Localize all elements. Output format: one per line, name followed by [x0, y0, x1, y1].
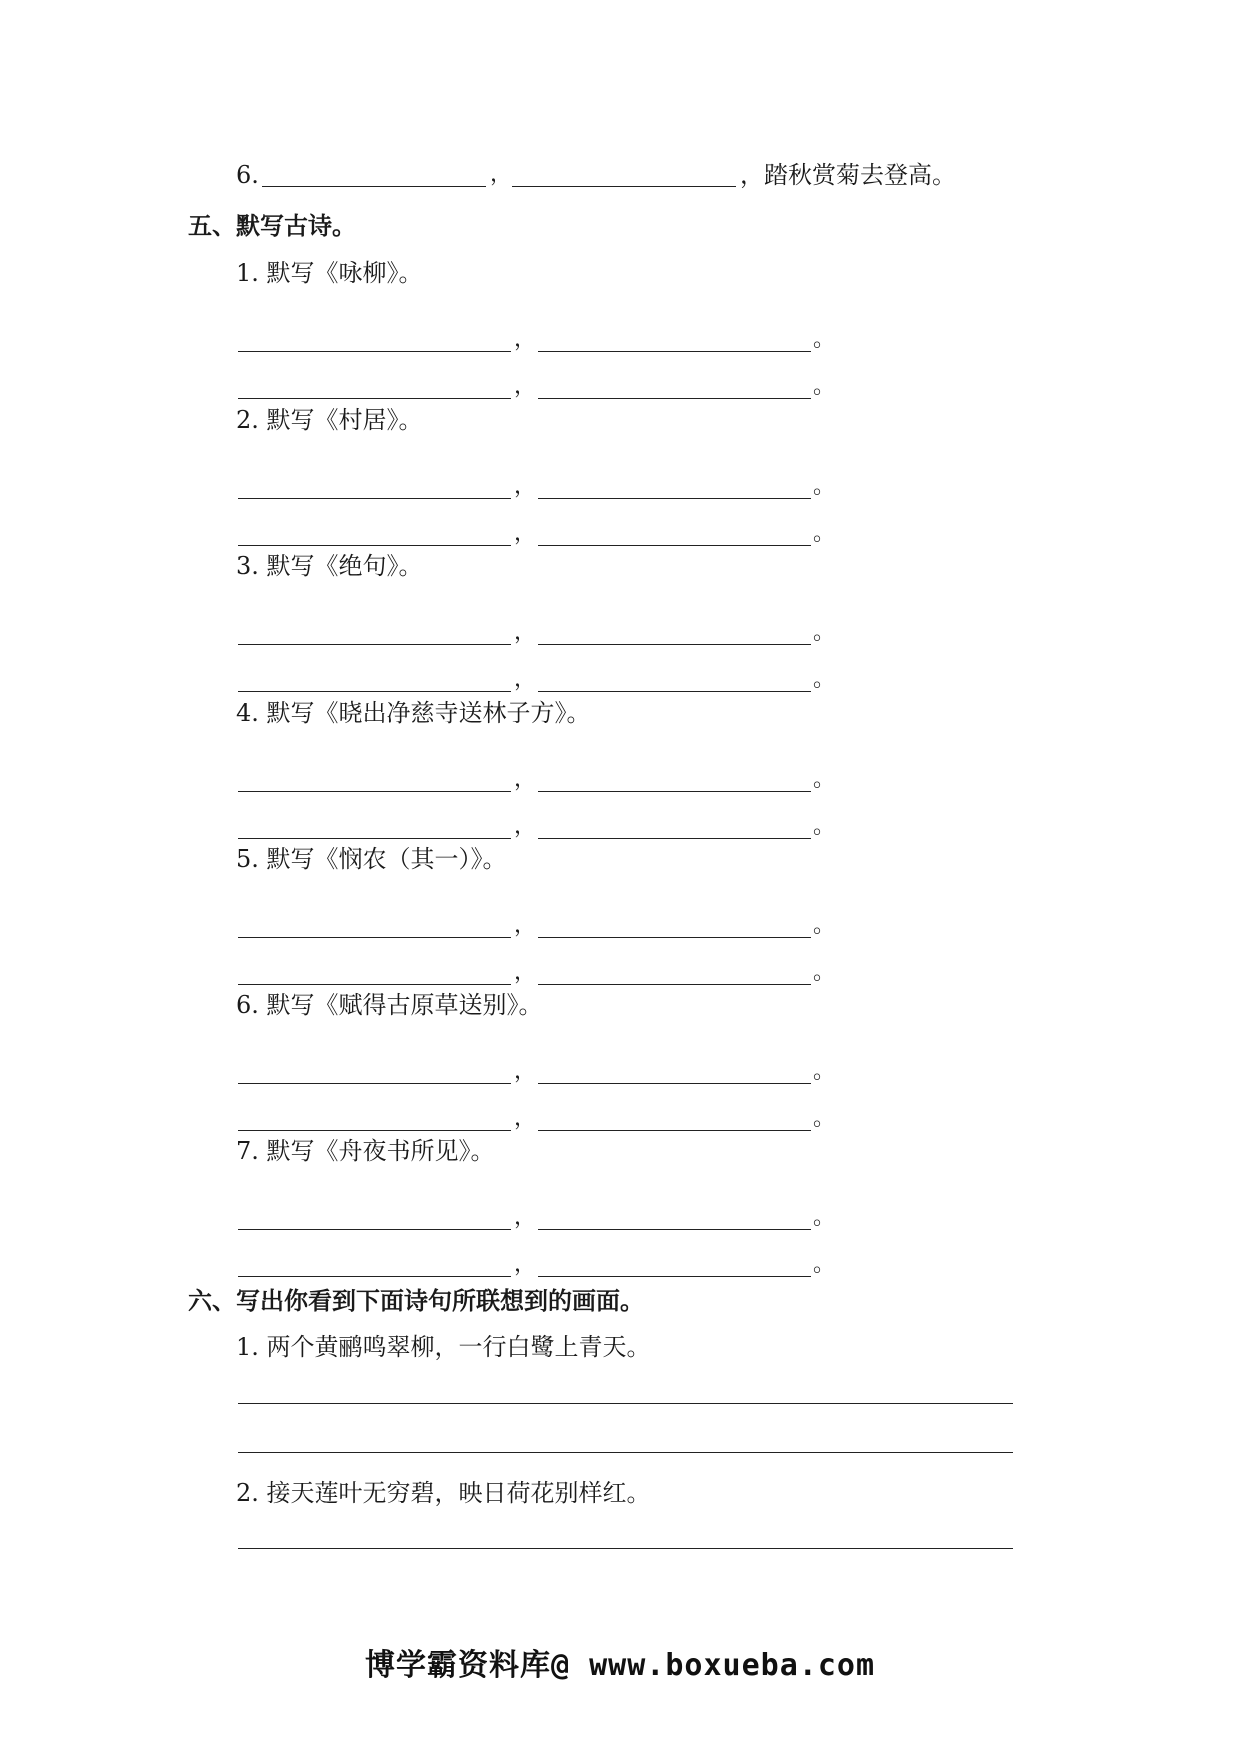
poem-item-label: 1. 默写《咏柳》。 [236, 259, 423, 287]
period: 。 [813, 474, 836, 499]
comma: ， [514, 521, 537, 546]
answer-blank[interactable] [238, 545, 511, 546]
period: 。 [813, 620, 836, 645]
period: 。 [813, 521, 836, 546]
answer-blank[interactable] [538, 791, 811, 792]
answer-blank[interactable] [262, 186, 486, 187]
comma: ， [514, 913, 537, 938]
footer-watermark: 博学霸资料库@ www.boxueba.com [364, 1648, 876, 1683]
answer-blank[interactable] [538, 937, 811, 938]
answer-blank[interactable] [538, 498, 811, 499]
comma: ， [514, 767, 537, 792]
prompt-label: 1. 两个黄鹂鸣翠柳，一行白鹭上青天。 [236, 1333, 651, 1361]
comma: ， [490, 162, 513, 187]
answer-blank[interactable] [238, 691, 511, 692]
answer-line[interactable] [238, 1452, 1013, 1453]
period: 。 [813, 1252, 836, 1277]
poem-item-label: 5. 默写《悯农（其一）》。 [236, 845, 507, 873]
item-tail-text: ，踏秋赏菊去登高。 [740, 161, 956, 189]
answer-blank[interactable] [238, 1083, 511, 1084]
answer-blank[interactable] [512, 186, 736, 187]
answer-blank[interactable] [238, 937, 511, 938]
answer-blank[interactable] [538, 351, 811, 352]
poem-item-label: 4. 默写《晓出净慈寺送林子方》。 [236, 699, 591, 727]
answer-blank[interactable] [238, 838, 511, 839]
comma: ， [514, 374, 537, 399]
comma: ， [514, 814, 537, 839]
answer-blank[interactable] [238, 398, 511, 399]
poem-item-label: 3. 默写《绝句》。 [236, 552, 423, 580]
answer-blank[interactable] [538, 691, 811, 692]
answer-blank[interactable] [238, 644, 511, 645]
comma: ， [514, 1106, 537, 1131]
answer-line[interactable] [238, 1403, 1013, 1404]
answer-blank[interactable] [538, 1229, 811, 1230]
answer-blank[interactable] [238, 1276, 511, 1277]
section-six-title: 六、写出你看到下面诗句所联想到的画面。 [188, 1287, 644, 1315]
period: 。 [813, 327, 836, 352]
answer-blank[interactable] [538, 984, 811, 985]
answer-blank[interactable] [238, 791, 511, 792]
period: 。 [813, 1106, 836, 1131]
answer-blank[interactable] [538, 1276, 811, 1277]
comma: ， [514, 1059, 537, 1084]
poem-item-label: 2. 默写《村居》。 [236, 406, 423, 434]
item-number: 6. [236, 161, 259, 189]
section-five-title: 五、默写古诗。 [188, 212, 356, 240]
period: 。 [813, 913, 836, 938]
comma: ， [514, 667, 537, 692]
comma: ， [514, 620, 537, 645]
comma: ， [514, 327, 537, 352]
answer-blank[interactable] [238, 351, 511, 352]
comma: ， [514, 1205, 537, 1230]
answer-blank[interactable] [238, 984, 511, 985]
answer-blank[interactable] [238, 498, 511, 499]
period: 。 [813, 1059, 836, 1084]
answer-blank[interactable] [538, 398, 811, 399]
period: 。 [813, 767, 836, 792]
answer-blank[interactable] [538, 1083, 811, 1084]
answer-blank[interactable] [538, 644, 811, 645]
answer-blank[interactable] [238, 1229, 511, 1230]
prompt-label: 2. 接天莲叶无穷碧，映日荷花别样红。 [236, 1479, 651, 1507]
answer-line[interactable] [238, 1548, 1013, 1549]
period: 。 [813, 374, 836, 399]
answer-blank[interactable] [238, 1130, 511, 1131]
poem-item-label: 7. 默写《舟夜书所见》。 [236, 1137, 495, 1165]
comma: ， [514, 474, 537, 499]
period: 。 [813, 667, 836, 692]
answer-blank[interactable] [538, 1130, 811, 1131]
period: 。 [813, 814, 836, 839]
comma: ， [514, 960, 537, 985]
comma: ， [514, 1252, 537, 1277]
answer-blank[interactable] [538, 838, 811, 839]
period: 。 [813, 960, 836, 985]
poem-item-label: 6. 默写《赋得古原草送别》。 [236, 991, 543, 1019]
answer-blank[interactable] [538, 545, 811, 546]
period: 。 [813, 1205, 836, 1230]
